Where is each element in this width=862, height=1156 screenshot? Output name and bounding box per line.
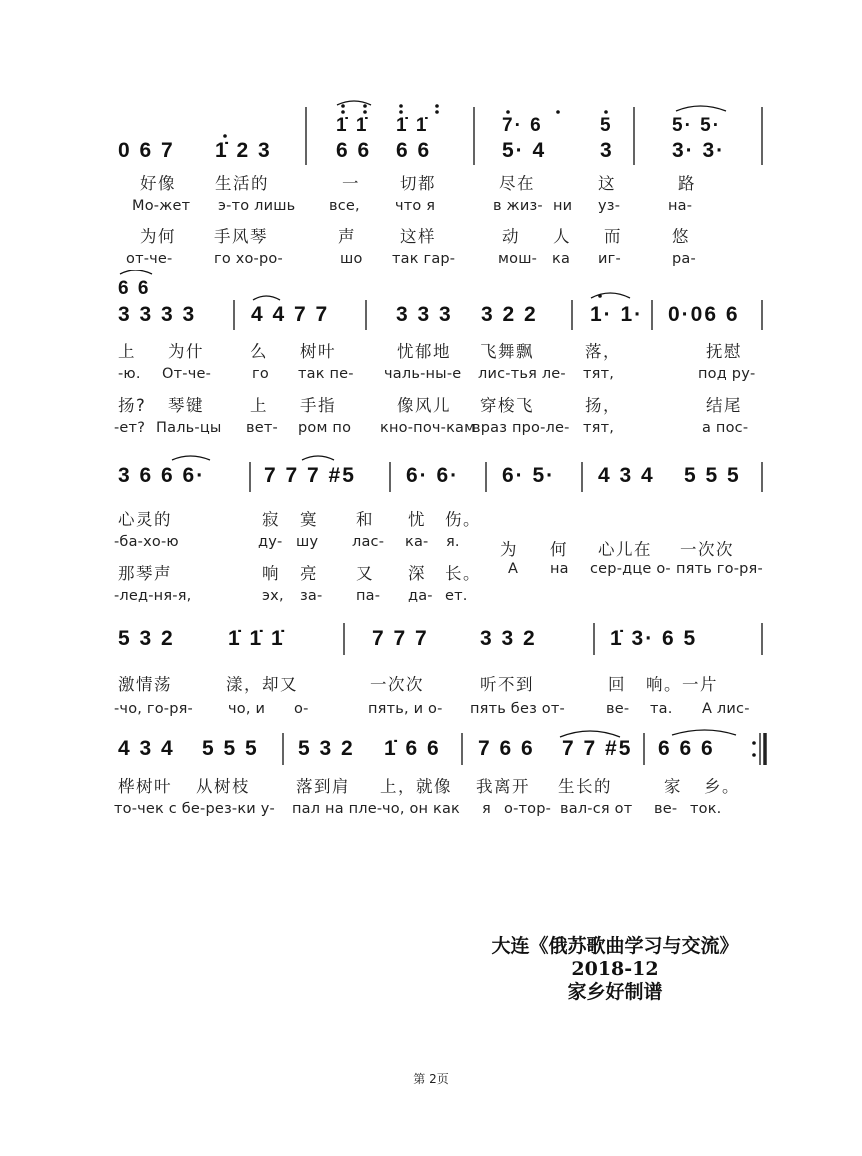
score-system-2 (0, 270, 862, 450)
lyric-ru-1: та. (650, 701, 673, 717)
lyric-zh-1: 切都 (400, 174, 436, 193)
lyric-ru-2: иг- (598, 251, 621, 267)
score-system-3 (0, 450, 862, 610)
lyric-zh-1: 寞 (300, 510, 318, 529)
lyric-ru-2: от-че- (126, 251, 173, 267)
lyric-zh-1: 一 (342, 174, 360, 193)
lyric-ru-1: так пе- (298, 366, 354, 382)
credits-date: 2018-12 (571, 958, 659, 980)
notes-measure-2a: 6 6 (336, 139, 372, 162)
notes-measure-2: 7 7 7 #5 (264, 464, 356, 487)
lyric-ru-2: ет. (445, 588, 468, 604)
lyric-zh-2: 又 (356, 564, 374, 583)
upper-notes-pair-4: 5 (600, 115, 613, 136)
notes-measure-3b: 3 2 2 (481, 303, 538, 326)
lyric-zh-1: 为什 (168, 342, 204, 361)
notes-measure-5: 0·06 6 (668, 303, 740, 326)
notes-measure-1a: 5 3 2 (118, 627, 175, 650)
lyric-zh-2: 手风琴 (214, 227, 268, 246)
lyric-zh-1: 树叶 (300, 342, 336, 361)
notes-measure-2b: 6 6 (396, 139, 432, 162)
lyric-ru-1: ве- (654, 801, 678, 817)
notes-measure-3b: 3 (600, 139, 614, 162)
notes-measure-5b: 5 5 5 (684, 464, 741, 487)
lyric-zh-2: 扬? (118, 396, 147, 415)
lyric-zh-1: 乡。 (704, 777, 740, 796)
notes-measure-4: 6 6 6 (658, 737, 715, 760)
lyric-ru-1: ве- (606, 701, 630, 717)
notes-measure-1b: 5 5 5 (202, 737, 259, 760)
lyric-zh-2: 上 (250, 396, 268, 415)
notes-measure-3: 6· 6· (406, 464, 460, 487)
lyric-ru-1: я (482, 801, 491, 817)
upper-notes-pair-3: 7· 6 (502, 115, 543, 136)
lyric-ru-1: Мо-жет (132, 198, 191, 214)
score-system-4 (0, 615, 862, 715)
lyric-ru-1: шу (296, 534, 319, 550)
lyric-ru-2: да- (408, 588, 433, 604)
lyric-zh-1: 我离开 (476, 777, 530, 796)
lyric-zh-1: 伤。 (445, 510, 481, 529)
lyric-ru-1: пять без от- (470, 701, 565, 717)
credits-arranger: 家乡好制谱 (567, 981, 663, 1003)
lyric-ru-1: тят, (583, 366, 615, 382)
lyric-ru-1: ни (553, 198, 573, 214)
lyric-zh-1: 落到肩 (296, 777, 350, 796)
notes-measure-1: 3 3 3 3 (118, 303, 197, 326)
notes-measure-3a: 5· 4 (502, 139, 547, 162)
notes-measure-3: 1̇ 3· 6 5 (610, 627, 698, 650)
lyric-zh-1: 漾，却又 (226, 675, 298, 694)
page-number: 第 2页 (413, 1072, 449, 1086)
lyric-zh-2: 穿梭飞 (480, 396, 534, 415)
lyric-zh-chorus: 一次次 (680, 540, 734, 559)
lyric-zh-2: 声 (338, 227, 356, 246)
notes-measure-2a: 5 3 2 (298, 737, 355, 760)
lyric-zh-1: 心灵的 (118, 510, 172, 529)
lyric-ru-2: ром по (298, 420, 352, 436)
lyric-ru-2: враз про-ле- (472, 420, 570, 436)
lyric-zh-1: 这 (598, 174, 616, 193)
notes-measure-4: 6· 5· (502, 464, 556, 487)
lyric-zh-chorus: 为 (500, 540, 518, 559)
credits-block (440, 935, 790, 1004)
lyric-ru-1: пал на пле- (292, 801, 383, 817)
lyric-ru-2: вет- (246, 420, 278, 436)
lyric-zh-1: 上 (118, 342, 136, 361)
lyric-ru-2: ра- (672, 251, 696, 267)
lyric-ru-2: го хо-ро- (214, 251, 283, 267)
notes-measure-1: 3 6 6 6· (118, 464, 206, 487)
lyric-zh-1: 激情荡 (118, 675, 172, 694)
lyric-zh-1: 寂 (262, 510, 280, 529)
lyric-zh-1: 尽在 (499, 174, 535, 193)
lyric-ru-1: ток. (690, 801, 722, 817)
lyric-ru-1: э-то лишь (218, 198, 296, 214)
lyric-ru-2: шо (340, 251, 363, 267)
lyric-zh-2: 而 (604, 227, 622, 246)
lyric-ru-1: -чо, го-ря- (114, 701, 193, 717)
lyric-zh-chorus: 何 (550, 540, 568, 559)
lyric-ru-2: так гар- (392, 251, 456, 267)
lyric-ru-1: вал-ся от (560, 801, 633, 817)
lyric-ru-1: лис-тья ле- (478, 366, 566, 382)
lyric-zh-1: 忧郁地 (397, 342, 451, 361)
lyric-zh-2: 结尾 (706, 396, 742, 415)
lyric-zh-1: 上，就像 (380, 777, 452, 796)
lyric-ru-2: ка (552, 251, 571, 267)
lyric-ru-2: Паль-цы (156, 420, 222, 436)
lyric-zh-1: 好像 (140, 174, 176, 193)
upper-notes-pair: 6 6 (118, 278, 151, 299)
lyric-zh-2: 亮 (300, 564, 318, 583)
lyric-ru-2: а пос- (702, 420, 749, 436)
lyric-zh-1: 一次次 (370, 675, 424, 694)
lyric-ru-1: что я (395, 198, 436, 214)
lyric-zh-2: 长。 (445, 564, 481, 583)
lyric-ru-1: в жиз- (493, 198, 543, 214)
lyric-zh-2: 手指 (300, 396, 336, 415)
lyric-zh-1: 么 (250, 342, 268, 361)
upper-notes-pair-1: 1̇ 1̇ (336, 115, 369, 136)
lyric-ru-2: -ет? (114, 420, 146, 436)
lyric-ru-2: за- (300, 588, 323, 604)
lyric-zh-2: 深 (408, 564, 426, 583)
notes-measure-2: 4 4 7 7 (251, 303, 330, 326)
lyric-zh-2: 像风儿 (397, 396, 451, 415)
notes-measure-1b: 1̇ 1̇ 1̇ (228, 627, 285, 650)
lyric-ru-2: эх, (262, 588, 284, 604)
lyric-zh-1: 飞舞飘 (480, 342, 534, 361)
notes-measure-2b: 3 3 2 (480, 627, 537, 650)
lyric-zh-1: 从树枝 (196, 777, 250, 796)
lyric-zh-1: 路 (678, 174, 696, 193)
upper-notes-pair-2: 1̇ 1̇ (396, 115, 429, 136)
lyric-ru-1: на- (668, 198, 693, 214)
lyric-zh-1: 和 (356, 510, 374, 529)
score-system-1 (0, 95, 862, 275)
lyric-ru-1: о-тор- (504, 801, 552, 817)
notes-measure-4: 3· 3· (672, 139, 726, 162)
lyric-zh-1: 生活的 (215, 174, 269, 193)
lyric-ru-1: ду- (258, 534, 283, 550)
lyric-zh-2: 扬， (585, 396, 621, 415)
lyric-ru-1: чо, он как (382, 801, 461, 817)
lyric-ru-1: уз- (598, 198, 621, 214)
lyric-ru-chorus: на (550, 561, 569, 577)
lyric-zh-2: 人 (553, 227, 571, 246)
lyric-zh-2: 响 (262, 564, 280, 583)
lyric-ru-1: то-чек с бе-рез-ки у- (114, 801, 275, 817)
lyric-zh-2: 琴键 (168, 396, 204, 415)
lyric-zh-1: 家 (664, 777, 682, 796)
lyric-ru-1: лас- (352, 534, 385, 550)
lyric-zh-1: 回 (608, 675, 626, 694)
lyric-zh-2: 悠 (672, 227, 690, 246)
lyric-ru-1: -ю. (118, 366, 141, 382)
credits-title: 大连《俄苏歌曲学习与交流》 (491, 935, 739, 957)
lyric-ru-chorus: А (508, 561, 519, 577)
notes-measure-5a: 4 3 4 (598, 464, 655, 487)
notes-measure-2a: 7 7 7 (372, 627, 429, 650)
lyric-zh-1: 响。一片 (646, 675, 718, 694)
lyric-ru-1: -ба-хо-ю (114, 534, 179, 550)
lyric-ru-1: все, (329, 198, 360, 214)
notes-measure-4: 1· 1· (590, 303, 644, 326)
lyric-zh-2: 动 (502, 227, 520, 246)
lyric-ru-2: па- (356, 588, 381, 604)
lyric-zh-1: 抚慰 (706, 342, 742, 361)
lyric-ru-1: А лис- (702, 701, 750, 717)
lyric-ru-1: я. (446, 534, 460, 550)
lyric-ru-1: го (252, 366, 269, 382)
notes-measure-2b: 1̇ 6 6 (384, 737, 441, 760)
lyric-zh-1: 桦树叶 (118, 777, 172, 796)
lyric-ru-chorus: пять го-ря- (676, 561, 763, 577)
lyric-ru-2: мош- (498, 251, 538, 267)
lyric-ru-1: чаль-ны-е (384, 366, 462, 382)
lyric-ru-1: ка- (405, 534, 429, 550)
lyric-zh-1: 听不到 (480, 675, 534, 694)
lyric-ru-chorus: сер-дце о- (590, 561, 671, 577)
lyric-zh-1: 忧 (408, 510, 426, 529)
lyric-zh-1: 落， (585, 342, 621, 361)
notes-measure-1a: 4 3 4 (118, 737, 175, 760)
lyric-zh-2: 那琴声 (118, 564, 172, 583)
lyric-ru-2: тят, (583, 420, 615, 436)
lyric-ru-1: о- (294, 701, 309, 717)
notes-measure-3b: 7 7 #5 (562, 737, 633, 760)
lyric-ru-2: -лед-ня-я, (114, 588, 192, 604)
upper-notes-pair-5: 5· 5· (672, 115, 722, 136)
lyric-zh-chorus: 心儿在 (598, 540, 652, 559)
lyric-ru-1: под ру- (698, 366, 756, 382)
lyric-zh-1: 生长的 (558, 777, 612, 796)
lyric-ru-1: От-че- (162, 366, 212, 382)
score-system-5 (0, 725, 862, 825)
lyric-ru-1: чо, и (228, 701, 266, 717)
notes-measure-1b: 1̇ 2 3 (215, 139, 272, 162)
notes-measure-3a: 3 3 3 (396, 303, 453, 326)
lyric-ru-2: кно-поч-кам (380, 420, 476, 436)
notes-measure-1a: 0 6 7 (118, 139, 175, 162)
lyric-ru-1: пять, и о- (368, 701, 443, 717)
lyric-zh-2: 这样 (400, 227, 436, 246)
notes-measure-3a: 7 6 6 (478, 737, 535, 760)
lyric-zh-2: 为何 (140, 227, 176, 246)
